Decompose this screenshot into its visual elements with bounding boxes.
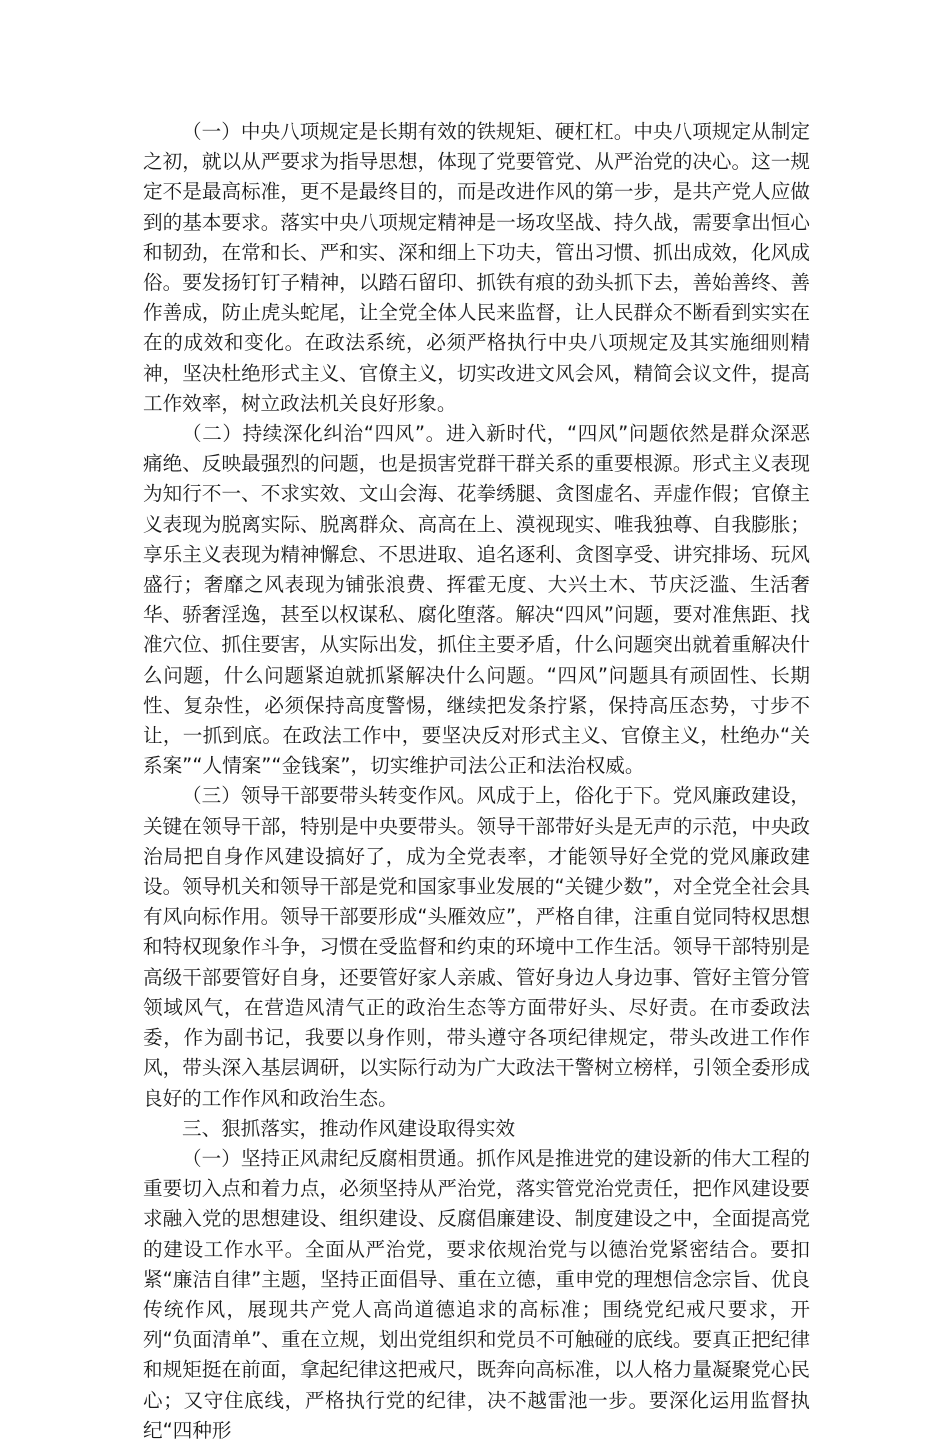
paragraph-text: 抓作风是推进党的建设新的伟大工程的重要切入点和着力点，必须坚持从严治党，落实管党治党责任，把作风建设要求融入党的思想建设、组织建设、反腐倡廉建设、制度建设之中，全面提高党的建设工作水平。全面从严治党，要求依规治党与以德治党紧密结合。要扣紧“廉洁自律”主题，坚持正面倡导、重在立德，重申党的理想信念宗旨、优良传统作风，展现共产党人高尚道德追求的高标准；围绕党纪戒尺要求，开列“负面清单”、重在立规，划出党组织和党员不可触碰的底线。要真正把纪律和规矩挺在前面，拿起纪律这把戒尺，既奔向高标准，以人格力量凝聚党心民心；又守住底线，严格执行党的纪律，决不越雷池一步。要深化运用监督执纪“四种形 bbox=[143, 1146, 810, 1442]
section-heading: 三、狠抓落实，推动作风建设取得实效 bbox=[182, 1116, 516, 1140]
paragraph-text: 进入新时代，“四风”问题依然是群众深恶痛绝、反映最强烈的问题，也是损害党群干群关系的重要根源。形式主义表现为知行不一、不求实效、文山会海、花拳绣腿、贪图虚名、弄虚作假；官僚主义表现为脱离实际、脱离群众、高高在上、漠视现实、唯我独尊、自我膨胀；享乐主义表现为精神懈怠、不思进取、追名逐利、贪图享受、讲究排场、玩风盛行；奢靡之风表现为铺张浪费、挥霍无度、大兴土木、节庆泛滥、生活奢华、骄奢淫逸，甚至以权谋私、腐化堕落。解决“四风”问题，要对准焦距、找准穴位、抓住要害，从实际出发，抓住主要矛盾，什么问题突出就着重解决什么问题，什么问题紧迫就抓紧解决什么问题。“四风”问题具有顽固性、长期性、复杂性，必须保持高度警惕，继续把发条拧紧，保持高压态势，寸步不让，一抓到底。在政法工作中，要坚决反对形式主义、官僚主义，杜绝办“关系案”“人情案”“金钱案”，切实维护司法公正和法治权威。 bbox=[143, 422, 810, 778]
paragraph-lead: （一）坚持正风肃纪反腐相贯通。 bbox=[182, 1146, 477, 1170]
paragraph-text: 中央八项规定从制定之初，就以从严要求为指导思想，体现了党要管党、从严治党的决心。这一规定不是最高标准，更不是最终目的，而是改进作风的第一步，是共产党人应做到的基本要求。落实中央八项规定精神是一场攻坚战、持久战，需要拿出恒心和韧劲，在常和长、严和实、深和细上下功夫，管出习惯、抓出成效，化风成俗。要发扬钉钉子精神，以踏石留印、抓铁有痕的劲头抓下去，善始善终、善作善成，防止虎头蛇尾，让全党全体人民来监督，让人民群众不断看到实实在在的成效和变化。在政法系统，必须严格执行中央八项规定及其实施细则精神，坚决杜绝形式主义、官僚主义，切实改进文风会风，精简会议文件，提高工作效率，树立政法机关良好形象。 bbox=[143, 120, 811, 415]
paragraph-lead: （一）中央八项规定是长期有效的铁规矩、硬杠杠。 bbox=[182, 120, 634, 143]
paragraph-discipline bbox=[143, 1144, 810, 1446]
paragraph-lead: （二）持续深化纠治“四风”。 bbox=[182, 422, 446, 446]
paragraph-four-winds bbox=[143, 419, 810, 781]
paragraph-eight-regulations bbox=[143, 117, 810, 419]
paragraph-leaders-lead bbox=[143, 781, 810, 1113]
paragraph-lead: （三）领导干部要带头转变作风。 bbox=[182, 784, 477, 808]
paragraph-text: 风成于上，俗化于下。党风廉政建设，关键在领导干部，特别是中央要带头。领导干部带好头是无声的示范，中央政治局把自身作风建设搞好了，成为全党表率，才能领导好全党的党风廉政建设。领导机关和领导干部是党和国家事业发展的“关键少数”，对全党全社会具有风向标作用。领导干部要形成“头雁效应”，严格自律，注重自觉同特权思想和特权现象作斗争，习惯在受监督和约束的环境中工作生活。领导干部特别是高级干部要管好自身，还要管好家人亲戚、管好身边人身边事、管好主管分管领域风气，在营造风清气正的政治生态等方面带好头、尽好责。在市委政法委，作为副书记，我要以身作则，带头遵守各项纪律规定，带头改进工作作风，带头深入基层调研，以实际行动为广大政法干警树立榜样，引领全委形成良好的工作作风和政治生态。 bbox=[143, 784, 810, 1110]
document-body bbox=[143, 117, 810, 1446]
